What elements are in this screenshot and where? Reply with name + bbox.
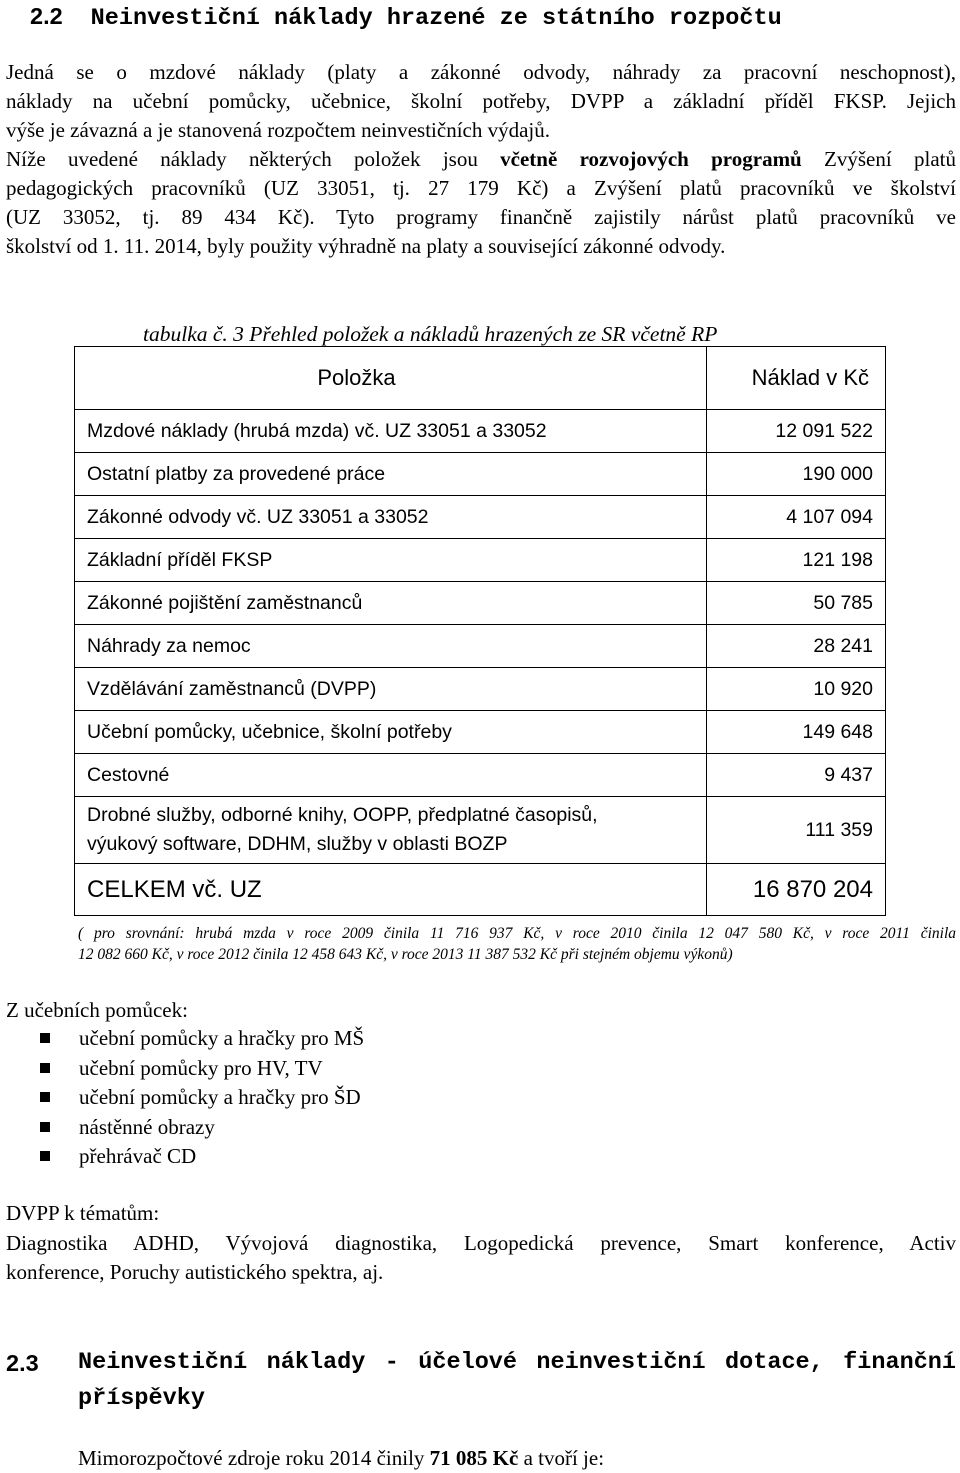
section-title: Neinvestiční náklady hrazené ze státního rozpočtu <box>90 5 782 32</box>
aids-heading: Z učebních pomůcek: <box>6 998 188 1022</box>
closing-amount: 71 085 Kč <box>429 1446 519 1470</box>
aids-list <box>40 1024 364 1172</box>
row-cost: 9 437 <box>707 754 886 797</box>
table-row <box>75 496 886 539</box>
row-item: Zákonné odvody vč. UZ 33051 a 33052 <box>75 496 707 539</box>
table-row <box>75 668 886 711</box>
row-cost: 190 000 <box>707 453 886 496</box>
square-bullet-icon <box>40 1151 50 1161</box>
row-item <box>75 797 707 864</box>
row-item: Zákonné pojištění zaměstnanců <box>75 582 707 625</box>
total-label: CELKEM vč. UZ <box>75 864 707 916</box>
section-title-cont: příspěvky <box>78 1385 205 1412</box>
intro-line <box>6 145 956 174</box>
dvpp-heading: DVPP k tématům: <box>6 1201 160 1225</box>
square-bullet-icon <box>40 1063 50 1073</box>
note-line: 12 082 660 Kč, v roce 2012 činila 12 458 643 Kč, v roce 2013 11 387 532 Kč při stejném objemu výkonů) <box>78 946 733 963</box>
section-title: Neinvestiční náklady - účelové neinvestiční dotace, finanční <box>78 1349 956 1376</box>
row-item: Mzdové náklady (hrubá mzda) vč. UZ 33051 a 33052 <box>75 410 707 453</box>
table-row <box>75 410 886 453</box>
section-number: 2.3 <box>6 1350 39 1376</box>
total-cost: 16 870 204 <box>707 864 886 916</box>
list-item-text: učební pomůcky a hračky pro ŠD <box>79 1085 361 1109</box>
list-item-text: učební pomůcky pro HV, TV <box>79 1055 323 1080</box>
dvpp-topics <box>6 1229 956 1287</box>
intro-line: pedagogických pracovníků (UZ 33051, tj. 27 179 Kč) a Zvýšení platů pracovníků ve školství <box>6 176 956 200</box>
dvpp-line: konference, Poruchy autistického spektra, aj. <box>6 1260 384 1284</box>
list-item <box>40 1142 364 1172</box>
note-line: ( pro srovnání: hrubá mzda v roce 2009 činila 11 716 937 Kč, v roce 2010 činila 12 047 580 Kč, v roce 2011 činila <box>78 925 956 942</box>
square-bullet-icon <box>40 1122 50 1132</box>
intro-text: Zvýšení platů <box>801 147 956 171</box>
list-item-text: učební pomůcky a hračky pro MŠ <box>79 1026 365 1050</box>
row-item-line: Drobné služby, odborné knihy, OOPP, předplatné časopisů, <box>87 804 598 826</box>
table-total-row <box>75 864 886 916</box>
square-bullet-icon <box>40 1033 50 1043</box>
row-item: Vzdělávání zaměstnanců (DVPP) <box>75 668 707 711</box>
row-cost: 149 648 <box>707 711 886 754</box>
list-item <box>40 1054 364 1084</box>
table-row <box>75 453 886 496</box>
intro-line: školství od 1. 11. 2014, byly použity výhradně na platy a související zákonné odvody. <box>6 234 726 258</box>
table-row <box>75 625 886 668</box>
closing-sentence <box>78 1444 604 1473</box>
row-cost: 121 198 <box>707 539 886 582</box>
list-item <box>40 1024 364 1054</box>
row-cost: 111 359 <box>707 797 886 864</box>
dvpp-line: Diagnostika ADHD, Vývojová diagnostika, Logopedická prevence, Smart konference, Activ <box>6 1231 956 1255</box>
list-item <box>40 1113 364 1143</box>
intro-line: náklady na učební pomůcky, učebnice, školní potřeby, DVPP a základní příděl FKSP. Jejich <box>6 89 956 113</box>
table-caption: tabulka č. 3 Přehled položek a nákladů hrazených ze SR včetně RP <box>143 322 718 346</box>
intro-paragraph <box>6 58 956 261</box>
intro-line: Jedná se o mzdové náklady (platy a zákonné odvody, náhrady za pracovní neschopnost), <box>6 60 956 84</box>
table-header-row <box>75 347 886 410</box>
row-cost: 10 920 <box>707 668 886 711</box>
cost-table <box>74 346 886 916</box>
row-item: Základní příděl FKSP <box>75 539 707 582</box>
table-row <box>75 582 886 625</box>
table-row <box>75 711 886 754</box>
header-item: Položka <box>75 347 707 410</box>
table-row <box>75 797 886 864</box>
row-item: Učební pomůcky, učebnice, školní potřeby <box>75 711 707 754</box>
closing-text: a tvoří je: <box>518 1446 605 1470</box>
row-cost: 12 091 522 <box>707 410 886 453</box>
intro-bold-text: včetně rozvojových programů <box>500 147 802 171</box>
square-bullet-icon <box>40 1092 50 1102</box>
list-item-text: přehrávač CD <box>79 1144 197 1168</box>
intro-text: Níže uvedené náklady některých položek jsou <box>6 147 501 171</box>
section-number: 2.2 <box>30 3 63 29</box>
row-item-line: výukový software, DDHM, služby v oblasti BOZP <box>87 833 508 855</box>
comparison-note <box>78 923 956 965</box>
header-cost: Náklad v Kč <box>707 347 886 410</box>
list-item <box>40 1083 364 1113</box>
row-item: Ostatní platby za provedené práce <box>75 453 707 496</box>
row-cost: 50 785 <box>707 582 886 625</box>
list-item-text: nástěnné obrazy <box>79 1114 215 1139</box>
table-row <box>75 539 886 582</box>
row-item: Náhrady za nemoc <box>75 625 707 668</box>
section-2-3-heading <box>6 1349 956 1413</box>
closing-text: Mimorozpočtové zdroje roku 2014 činily <box>78 1446 430 1470</box>
intro-line: výše je závazná a je stanovená rozpočtem neinvestičních výdajů. <box>6 118 551 142</box>
table-row <box>75 754 886 797</box>
row-cost: 4 107 094 <box>707 496 886 539</box>
section-2-2-heading <box>30 2 782 33</box>
row-item: Cestovné <box>75 754 707 797</box>
row-cost: 28 241 <box>707 625 886 668</box>
intro-line: (UZ 33052, tj. 89 434 Kč). Tyto programy finančně zajistily nárůst platů pracovníků ve <box>6 205 956 229</box>
